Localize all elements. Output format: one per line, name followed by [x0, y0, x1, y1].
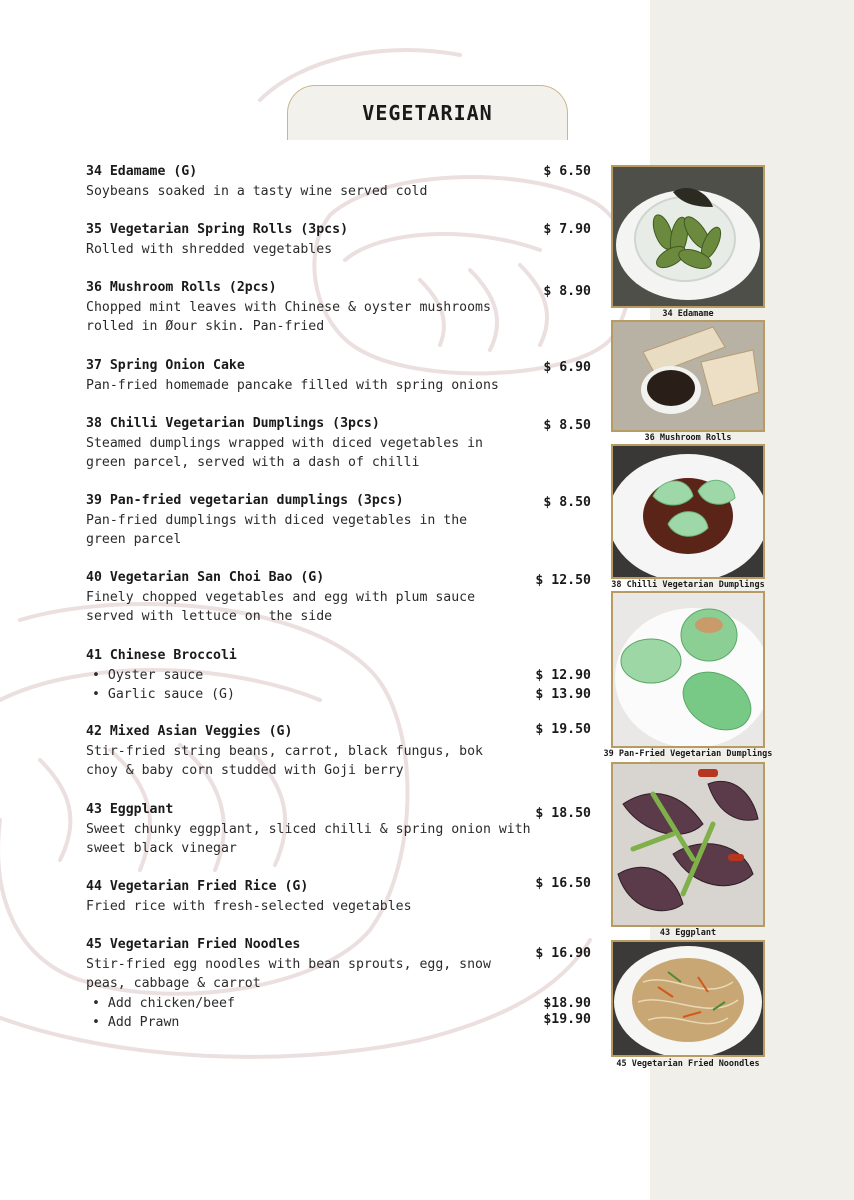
item-price: $ 18.50: [535, 806, 591, 821]
menu-item-mixed-asian-veggies: [86, 722, 596, 781]
item-description: Chopped mint leaves with Chinese & oyster mushrooms rolled in Øour skin. Pan-fried: [86, 299, 491, 334]
item-description: Rolled with shredded vegetables: [86, 241, 333, 257]
option-label: • Add Prawn: [92, 1015, 180, 1030]
item-description: Soybeans soaked in a tasty wine served cold: [86, 183, 428, 199]
photo-caption: 39 Pan-Fried Vegetarian Dumplings: [603, 749, 773, 759]
menu-item-spring-onion-cake: [86, 356, 596, 395]
menu-item-vegetarian-fried-rice: [86, 877, 596, 916]
option-garlic-sauce: [86, 685, 596, 705]
menu-item-vegetarian-spring-rolls: [86, 220, 596, 259]
photo-caption: 45 Vegetarian Fried Noondles: [616, 1059, 760, 1069]
photo-pan-fried-vegetarian-dumplings: [611, 591, 765, 748]
option-price: $ 12.90: [535, 667, 591, 683]
item-name: 38 Chilli Vegetarian Dumplings (3pcs): [86, 416, 380, 431]
menu-item-mushroom-rolls: [86, 278, 596, 337]
option-label: • Add chicken/beef: [92, 995, 235, 1011]
item-price: $ 7.90: [543, 222, 591, 237]
item-name: 40 Vegetarian San Choi Bao (G): [86, 570, 325, 585]
menu-item-edamame: [86, 162, 596, 201]
photo-caption: 34 Edamame: [662, 309, 714, 319]
item-name: 36 Mushroom Rolls (2pcs): [86, 280, 277, 295]
section-title-banner: [287, 85, 568, 140]
item-description: Finely chopped vegetables and egg with plum sauce served with lettuce on the side: [86, 589, 476, 624]
photo-edamame: [611, 165, 765, 308]
option-price: $ 13.90: [535, 687, 591, 702]
item-description: Pan-fried dumplings with diced vegetables in the green parcel: [86, 512, 468, 547]
item-name: 34 Edamame (G): [86, 164, 198, 179]
option-add-chicken-beef: [86, 994, 596, 1014]
item-description: Steamed dumplings wrapped with diced vegetables in green parcel, served with a dash of chilli: [86, 435, 483, 470]
item-name: 45 Vegetarian Fried Noodles: [86, 937, 301, 952]
option-label: • Garlic sauce (G): [92, 687, 235, 702]
option-add-prawn: [86, 1013, 596, 1033]
photo-chilli-vegetarian-dumplings: [611, 444, 765, 579]
option-oyster-sauce: [86, 666, 596, 686]
item-description: Stir-fried string beans, carrot, black fungus, bok choy & baby corn studded with Goji berry: [86, 743, 483, 778]
option-price: $19.90: [543, 1012, 591, 1027]
menu-item-chilli-vegetarian-dumplings: [86, 414, 596, 473]
item-price: $ 8.50: [543, 495, 591, 510]
item-name: 37 Spring Onion Cake: [86, 358, 245, 373]
photo-caption: 43 Eggplant: [659, 928, 717, 938]
photo-eggplant: [611, 762, 765, 927]
item-name: 35 Vegetarian Spring Rolls (3pcs): [86, 222, 349, 237]
item-description: Pan-fried homemade pancake filled with spring onions: [86, 377, 499, 393]
menu-item-eggplant: [86, 800, 596, 859]
item-name: 44 Vegetarian Fried Rice (G): [86, 879, 309, 894]
item-name: 39 Pan-fried vegetarian dumplings (3pcs): [86, 493, 404, 508]
menu-item-chinese-broccoli: [86, 646, 596, 705]
photo-caption: 38 Chilli Vegetarian Dumplings: [611, 580, 765, 590]
menu-item-vegetarian-fried-noodles: [86, 935, 596, 1033]
item-name: 43 Eggplant: [86, 802, 174, 817]
page-title: VEGETARIAN: [362, 101, 493, 125]
item-price: $ 12.50: [535, 573, 591, 588]
item-name: 42 Mixed Asian Veggies (G): [86, 724, 293, 739]
item-price: $ 16.50: [535, 876, 591, 891]
item-price: $ 8.50: [543, 418, 591, 433]
item-description: Stir-fried egg noodles with bean sprouts, egg, snow peas, cabbage & carrot: [86, 956, 491, 991]
option-price: $18.90: [543, 995, 591, 1011]
item-price: $ 8.90: [543, 284, 591, 299]
item-description: Fried rice with fresh-selected vegetables: [86, 898, 412, 914]
menu-item-vegetarian-san-choi-bao: [86, 568, 596, 627]
item-price: $ 16.90: [535, 946, 591, 961]
option-label: • Oyster sauce: [92, 667, 204, 683]
item-description: Sweet chunky eggplant, sliced chilli & spring onion with sweet black vinegar: [86, 821, 531, 856]
photo-vegetarian-fried-noodles: [611, 940, 765, 1057]
photo-caption: 36 Mushroom Rolls: [644, 433, 732, 443]
photo-mushroom-rolls: [611, 320, 765, 432]
item-price: $ 6.50: [543, 164, 591, 179]
item-name: 41 Chinese Broccoli: [86, 648, 237, 663]
item-price: $ 6.90: [543, 360, 591, 375]
menu-item-pan-fried-vegetarian-dumplings: [86, 491, 596, 550]
item-price: $ 19.50: [535, 722, 591, 737]
